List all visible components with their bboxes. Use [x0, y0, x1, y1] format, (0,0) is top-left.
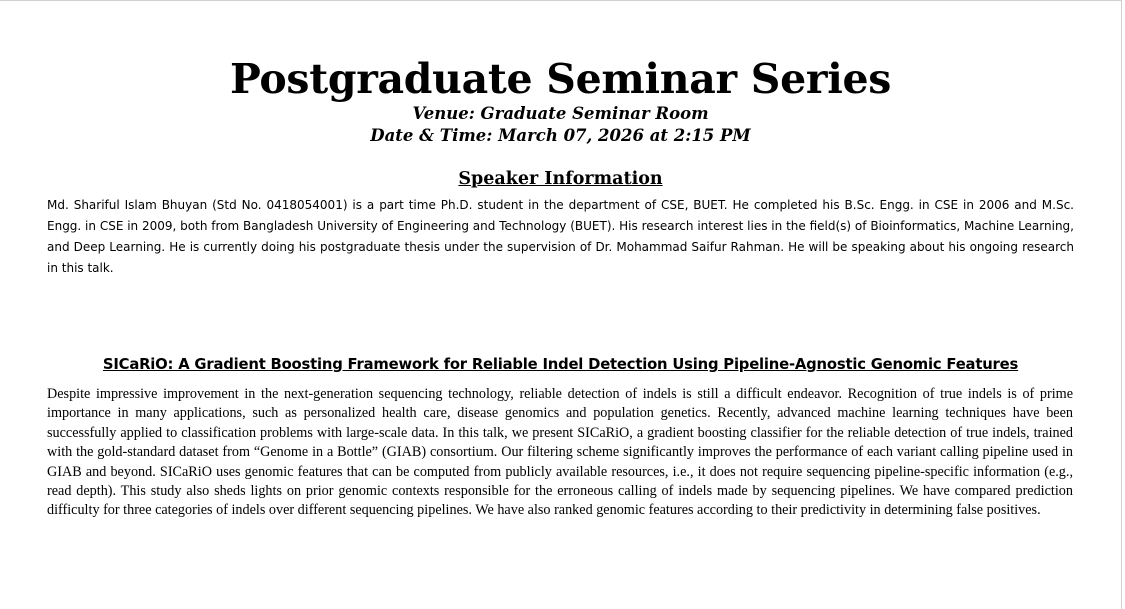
- page-title: Postgraduate Seminar Series: [229, 55, 892, 103]
- datetime-line: Date & Time: March 07, 2026 at 2:15 PM: [370, 126, 751, 145]
- talk-abstract: Despite impressive improvement in the next-generation sequencing technology, reliable detection of indels is still a difficult endeavor. Recognition of true indels is of prime importance in many applications, such as personalized health care, disease genomics and population genetics. Recently, advanced machine learning techniques have been successfully applied to classification problems with large-scale data. In this talk, we present SICaRiO, a gradient boosting classifier for the reliable detection of true indels, trained with the gold-standard dataset from “Genome in a Bottle” (GIAB) consortium. Our filtering scheme significantly improves the performance of each variant calling pipeline used in GIAB and beyond. SICaRiO uses genomic features that can be computed from publicly available resources, i.e., it does not require sequencing pipeline-specific information (e.g., read depth). This study also sheds lights on prior genomic contexts responsible for the erroneous calling of indels made by sequencing pipelines. We have compared prediction difficulty for three categories of indels over different sequencing pipelines. We have also ranked genomic features according to their predictivity in determining false positives.: [47, 386, 1073, 519]
- seminar-header: [0, 1, 1121, 147]
- speaker-info-heading: Speaker Information: [458, 169, 663, 189]
- speaker-bio: Md. Shariful Islam Bhuyan (Std No. 0418054001) is a part time Ph.D. student in the department of CSE, BUET. He completed his B.Sc. Engg. in CSE in 2006 and M.Sc. Engg. in CSE in 2009, both from Bangladesh University of Engineering and Technology (BUET). His research interest lies in the field(s) of Bioinformatics, Machine Learning, and Deep Learning. He is currently doing his postgraduate thesis under the supervision of Dr. Mohammad Saifur Rahman. He will be speaking about his ongoing research in this talk.: [47, 198, 1074, 275]
- venue-line: Venue: Graduate Seminar Room: [412, 104, 709, 123]
- talk-title: SICaRiO: A Gradient Boosting Framework for Reliable Indel Detection Using Pipeline-Agnostic Genomic Features: [102, 356, 1019, 373]
